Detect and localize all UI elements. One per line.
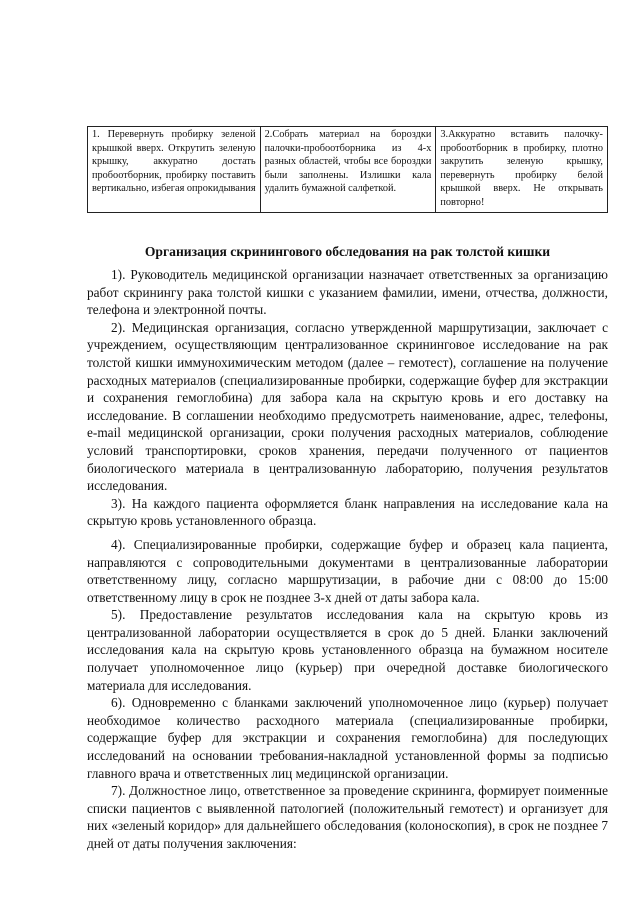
section-body bbox=[87, 266, 608, 853]
section-title: Организация скринингового обследования на рак толстой кишки bbox=[144, 244, 551, 259]
paragraph-7: 7). Должностное лицо, ответственное за проведение скрининга, формирует поименные списки пациентов с выявленной патологией (положительный гемотест) и организует для них «зеленый коридор» для дальнейшего обследования (колоноскопия), в срок не позднее 7 дней от даты получения заключения: bbox=[87, 783, 608, 851]
table-cell-step-3: 3.Аккуратно вставить палочку-пробоотборник в пробирку, плотно закрутить зеленую крышку, перевернуть пробирку белой крышкой вверх. Не открывать повторно! bbox=[436, 127, 608, 213]
paragraph-3: 3). На каждого пациента оформляется бланк направления на исследование кала на скрытую кровь установленного образца. bbox=[87, 495, 608, 529]
paragraph-4: 4). Специализированные пробирки, содержащие буфер и образец кала пациента, направляются с сопроводительными документами в централизованные лаборатории ответственному лицу, согласно маршрутизации, в рабочие дни с 08:00 до 15:00 ответственному лицу в срок не позднее 3-х дней от даты забора кала. bbox=[87, 536, 608, 605]
instruction-table bbox=[87, 126, 608, 213]
paragraph-2: 2). Медицинская организация, согласно утвержденной маршрутизации, заключает с учреждением, осуществляющим централизованное скрининговое исследование на рак толстой кишки иммунохимическим методом (далее – гемотест), соглашение на получение расходных материалов (специализированные пробирки, содержащие буфер для экстракции и сохранения гемоглобина) для забора кала на скрытую кровь и его доставку на исследование. В соглашении необходимо предусмотреть наименование, адрес, телефоны, e-mail медицинской организации, сроки получения расходных материалов, соблюдение условий транспортировки, сроков хранения, передачи полученного от пациентов биологического материала в централизованную лабораторию, получения результатов исследования. bbox=[87, 319, 608, 494]
paragraph-5: 5). Предоставление результатов исследования кала на скрытую кровь из централизованной лаборатории осуществляется в срок до 5 дней. Бланки заключений исследования кала на скрытую кровь установленного образца на бумажном носителе получает уполномоченное лицо (курьер) при очередной доставке биологического материала для исследования. bbox=[87, 607, 608, 693]
table-cell-step-2: 2.Собрать материал на бороздки палочки-пробоотборника из 4-х разных областей, чтобы все бороздки были заполнены. Излишки кала удалить бумажной салфеткой. bbox=[260, 127, 436, 213]
paragraph-6: 6). Одновременно с бланками заключений уполномоченное лицо (курьер) получает необходимое количество расходного материала (специализированные пробирки, содержащие буфер для экстракции и сохранения гемоглобина) для последующих исследований на основании требования-накладной установленной формы за подписью главного врача и ответственных лиц медицинской организации. bbox=[87, 695, 608, 781]
table-cell-step-1: 1. Перевернуть пробирку зеленой крышкой вверх. Открутить зеленую крышку, аккуратно достать пробоотборник, пробирку поставить вертикально, избегая опрокидывания bbox=[88, 127, 261, 213]
paragraph-1: 1). Руководитель медицинской организации назначает ответственных за организацию работ скринингу рака толстой кишки с указанием фамилии, имени, отчества, должности, телефона и электронной почты. bbox=[87, 267, 608, 318]
table-row bbox=[88, 127, 608, 213]
